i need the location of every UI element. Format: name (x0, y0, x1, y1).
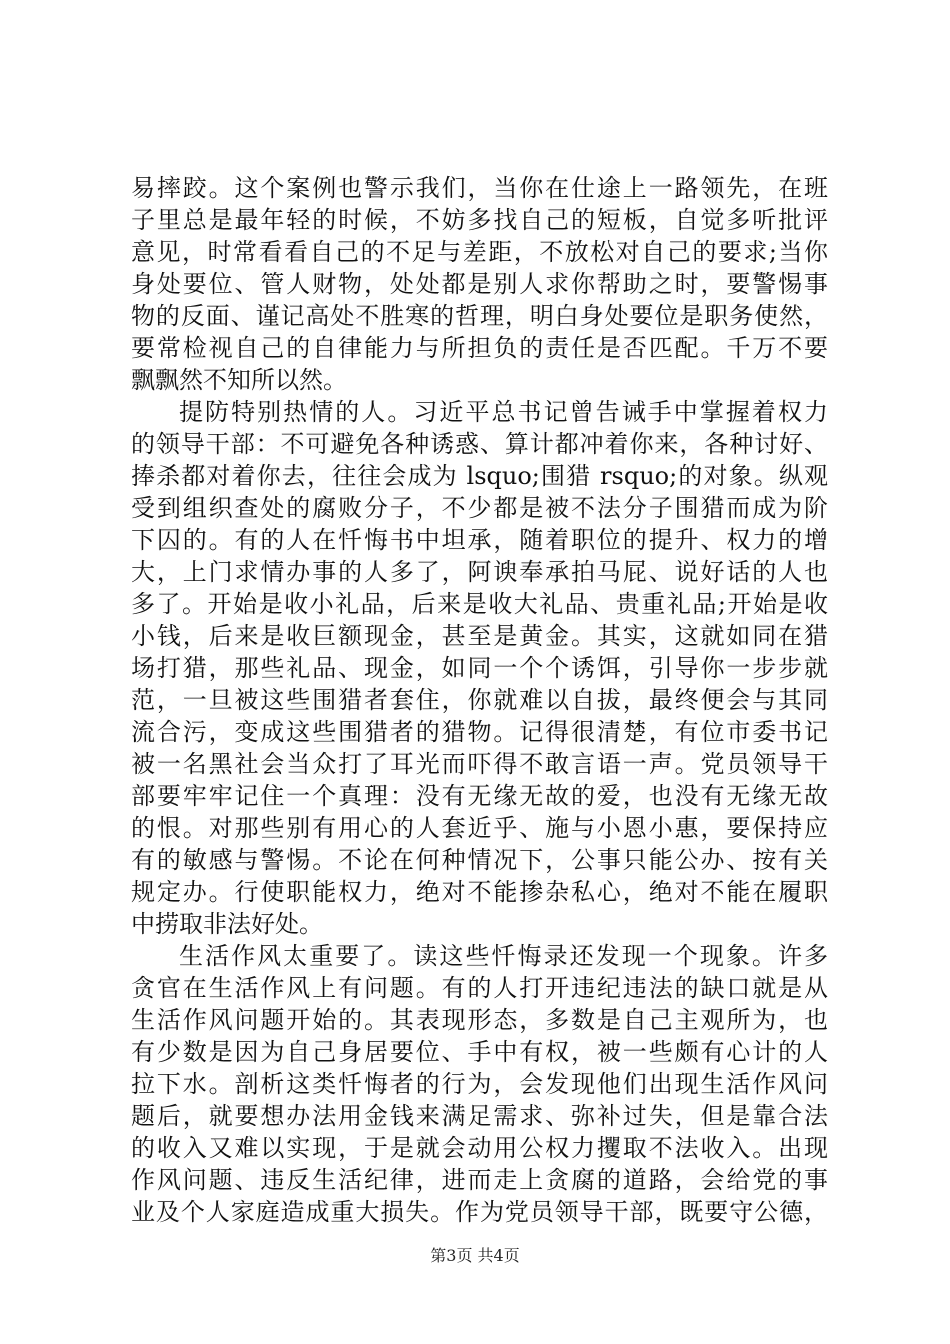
text-line: 多了。开始是收小礼品，后来是收大礼品、贵重礼品;开始是收 (131, 590, 828, 618)
text-line: 流合污，变成这些围猎者的猎物。记得很清楚，有位市委书记 (131, 718, 828, 746)
text-line: 捧杀都对着你去，往往会成为 lsquo;围猎 rsquo;的对象。纵观 (131, 462, 828, 490)
text-line: 有的敏感与警惕。不论在何种情况下，公事只能公办、按有关 (131, 846, 828, 874)
text-line: 的恨。对那些别有用心的人套近乎、施与小恩小惠，要保持应 (131, 814, 828, 842)
text-line: 范，一旦被这些围猎者套住，你就难以自拔，最终便会与其同 (131, 686, 828, 714)
text-line: 子里总是最年轻的时候，不妨多找自己的短板，自觉多听批评 (131, 206, 828, 234)
paragraph (131, 396, 828, 940)
text-line: 下囚的。有的人在忏悔书中坦承，随着职位的提升、权力的增 (131, 526, 828, 554)
text-line: 飘飘然不知所以然。 (131, 366, 347, 394)
text-line: 易摔跤。这个案例也警示我们，当你在仕途上一路领先，在班 (131, 174, 828, 202)
text-line: 意见，时常看看自己的不足与差距，不放松对自己的要求;当你 (131, 238, 828, 266)
text-line: 受到组织查处的腐败分子，不少都是被不法分子围猎而成为阶 (131, 494, 828, 522)
document-body (131, 172, 828, 1228)
text-line: 物的反面、谨记高处不胜寒的哲理，明白身处要位是职务使然， (131, 302, 828, 330)
text-line: 规定办。行使职能权力，绝对不能掺杂私心，绝对不能在履职 (131, 878, 828, 906)
text-line: 题后，就要想办法用金钱来满足需求、弥补过失，但是靠合法 (131, 1102, 828, 1130)
text-line: 业及个人家庭造成重大损失。作为党员领导干部，既要守公德， (131, 1198, 828, 1226)
text-line: 贪官在生活作风上有问题。有的人打开违纪违法的缺口就是从 (131, 974, 828, 1002)
text-line: 部要牢牢记住一个真理：没有无缘无故的爱，也没有无缘无故 (131, 782, 828, 810)
paragraph (131, 172, 828, 396)
text-line: 要常检视自己的自律能力与所担负的责任是否匹配。千万不要 (131, 334, 828, 362)
page-footer: 第3页 共4页 (430, 1246, 520, 1265)
text-line: 有少数是因为自己身居要位、手中有权，被一些颇有心计的人 (131, 1038, 828, 1066)
text-line: 被一名黑社会当众打了耳光而吓得不敢言语一声。党员领导干 (131, 750, 828, 778)
text-line: 大，上门求情办事的人多了，阿谀奉承拍马屁、说好话的人也 (131, 558, 828, 586)
text-line: 身处要位、管人财物，处处都是别人求你帮助之时，要警惕事 (131, 270, 828, 298)
text-line: 作风问题、违反生活纪律，进而走上贪腐的道路，会给党的事 (131, 1166, 828, 1194)
text-line: 拉下水。剖析这类忏悔者的行为，会发现他们出现生活作风问 (131, 1070, 828, 1098)
text-line: 小钱，后来是收巨额现金，甚至是黄金。其实，这就如同在猎 (131, 622, 828, 650)
text-line: 的领导干部：不可避免各种诱惑、算计都冲着你来，各种讨好、 (131, 430, 828, 458)
text-line: 的收入又难以实现，于是就会动用公权力攫取不法收入。出现 (131, 1134, 828, 1162)
text-line: 提防特别热情的人。习近平总书记曾告诫手中掌握着权力 (179, 398, 828, 426)
paragraph (131, 940, 828, 1228)
text-line: 生活作风太重要了。读这些忏悔录还发现一个现象。许多 (179, 942, 828, 970)
text-line: 生活作风问题开始的。其表现形态，多数是自己主观所为，也 (131, 1006, 828, 1034)
text-line: 场打猎，那些礼品、现金，如同一个个诱饵，引导你一步步就 (131, 654, 828, 682)
text-line: 中捞取非法好处。 (131, 910, 323, 938)
